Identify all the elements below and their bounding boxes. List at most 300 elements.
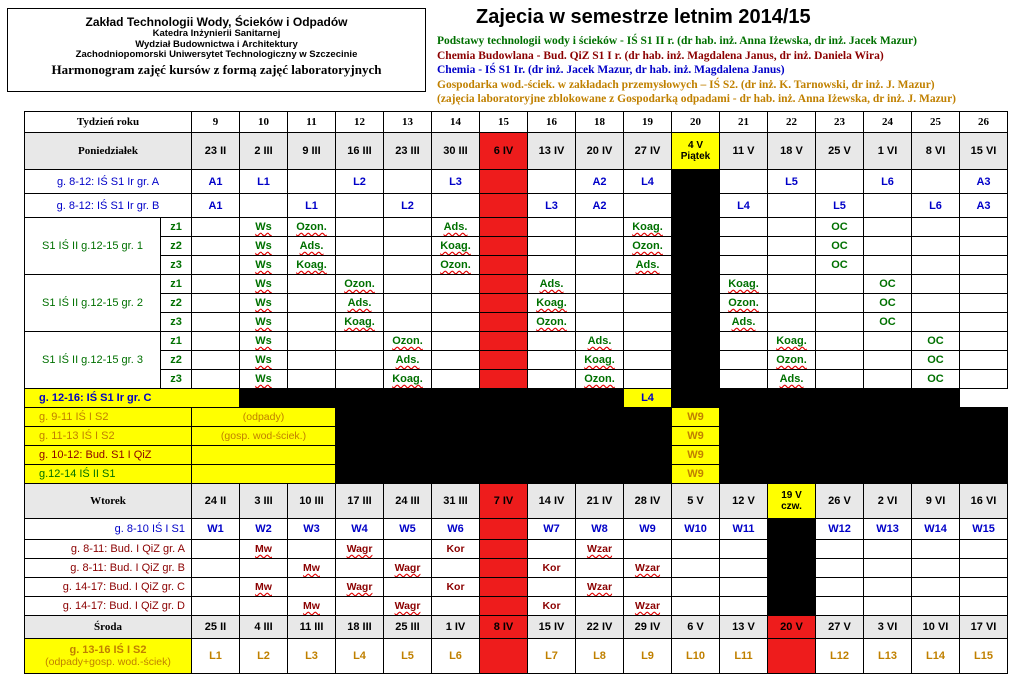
schedule-cell xyxy=(768,559,816,578)
schedule-cell xyxy=(288,519,336,540)
schedule-cell xyxy=(528,559,576,578)
week-number: 21 xyxy=(720,112,768,133)
schedule-cell xyxy=(240,578,288,597)
schedule-cell xyxy=(432,639,480,674)
schedule-cell xyxy=(384,578,432,597)
schedule-cell xyxy=(336,578,384,597)
class-entry: Ws xyxy=(255,278,272,290)
date-cell: 8 VI xyxy=(912,133,960,170)
schedule-cell xyxy=(528,275,576,294)
week-number: 16 xyxy=(528,112,576,133)
schedule-cell xyxy=(528,194,576,218)
schedule-cell xyxy=(576,218,624,237)
subgroup-label: z2 xyxy=(161,294,192,313)
schedule-cell xyxy=(240,256,288,275)
week-number: 13 xyxy=(384,112,432,133)
class-entry: L6 xyxy=(881,175,894,188)
class-entry: W14 xyxy=(924,523,947,535)
schedule-cell xyxy=(336,559,384,578)
schedule-cell xyxy=(384,351,432,370)
schedule-cell xyxy=(240,194,288,218)
schedule-cell xyxy=(480,597,528,616)
schedule-cell xyxy=(480,170,528,194)
schedule-cell xyxy=(192,237,240,256)
schedule-cell xyxy=(912,313,960,332)
schedule-cell xyxy=(480,578,528,597)
class-entry: Ozon. xyxy=(536,316,567,328)
schedule-cell xyxy=(528,332,576,351)
group-label xyxy=(25,639,192,674)
schedule-cell xyxy=(432,559,480,578)
schedule-cell xyxy=(768,256,816,275)
schedule-cell xyxy=(720,218,768,237)
blocked-cell xyxy=(336,427,672,446)
schedule-cell xyxy=(912,540,960,559)
date-cell: 28 IV xyxy=(624,484,672,519)
class-entry: L9 xyxy=(641,650,654,662)
schedule-cell xyxy=(960,313,1008,332)
schedule-cell xyxy=(528,313,576,332)
class-entry: W6 xyxy=(447,523,464,535)
week-number: 19 xyxy=(624,112,672,133)
schedule-cell xyxy=(240,540,288,559)
class-entry: Ozon. xyxy=(392,335,423,347)
class-entry: OC xyxy=(879,316,896,328)
schedule-cell xyxy=(288,332,336,351)
schedule-cell xyxy=(192,194,240,218)
date-cell: 26 V xyxy=(816,484,864,519)
schedule-cell xyxy=(384,237,432,256)
date-cell: 12 V xyxy=(720,484,768,519)
date-cell: 21 IV xyxy=(576,484,624,519)
class-entry: Wagr xyxy=(346,543,373,555)
schedule-cell xyxy=(672,294,720,313)
class-entry: W15 xyxy=(972,523,995,535)
date-cell: 3 III xyxy=(240,484,288,519)
schedule-cell xyxy=(240,597,288,616)
schedule-cell xyxy=(864,351,912,370)
class-entry: OC xyxy=(879,297,896,309)
schedule-cell xyxy=(384,540,432,559)
class-entry: Ozon. xyxy=(632,240,663,252)
schedule-cell xyxy=(912,194,960,218)
department-header-box xyxy=(7,8,426,92)
group-label: g. 8-10 IŚ I S1 xyxy=(25,519,192,540)
schedule-cell xyxy=(960,370,1008,389)
date-cell: 11 V xyxy=(720,133,768,170)
date-cell: 18 III xyxy=(336,616,384,639)
schedule-cell xyxy=(672,597,720,616)
class-entry: W8 xyxy=(591,523,608,535)
class-entry: Koag. xyxy=(440,240,471,252)
blocked-cell xyxy=(720,427,1008,446)
date-cell: 10 III xyxy=(288,484,336,519)
class-entry: Wzar xyxy=(634,562,661,574)
schedule-cell xyxy=(720,559,768,578)
schedule-cell xyxy=(480,256,528,275)
schedule-cell xyxy=(672,237,720,256)
schedule-cell xyxy=(864,332,912,351)
schedule-cell xyxy=(336,256,384,275)
class-entry: Ozon. xyxy=(296,221,327,233)
blocked-cell xyxy=(240,389,624,408)
schedule-cell xyxy=(768,237,816,256)
class-entry: Wzar xyxy=(634,600,661,612)
blocked-cell xyxy=(336,465,672,484)
class-entry: OC xyxy=(831,240,848,252)
schedule-cell xyxy=(192,597,240,616)
date-cell: 10 VI xyxy=(912,616,960,639)
schedule-cell xyxy=(624,332,672,351)
schedule-cell xyxy=(816,519,864,540)
schedule-cell xyxy=(816,578,864,597)
schedule-cell xyxy=(864,237,912,256)
class-entry: OC xyxy=(831,259,848,271)
course-info-line: Gospodarka wod.-ściek. w zakładach przemysłowych – IŚ S2. (dr inż. K. Tarnowski, dr inż. J. Mazur) xyxy=(437,79,935,91)
date-cell: 5 V xyxy=(672,484,720,519)
schedule-cell xyxy=(480,275,528,294)
schedule-cell xyxy=(960,559,1008,578)
schedule-cell xyxy=(816,370,864,389)
date-cell: 8 IV xyxy=(480,616,528,639)
schedule-cell xyxy=(912,578,960,597)
schedule-cell xyxy=(672,218,720,237)
schedule-cell xyxy=(576,275,624,294)
schedule-cell xyxy=(960,519,1008,540)
class-entry: A1 xyxy=(208,199,223,212)
schedule-cell xyxy=(960,237,1008,256)
schedule-cell xyxy=(288,170,336,194)
class-entry: Ozon. xyxy=(728,297,759,309)
schedule-cell xyxy=(768,218,816,237)
week-header-label: Tydzień roku xyxy=(25,112,192,133)
schedule-cell xyxy=(432,332,480,351)
schedule-cell xyxy=(336,351,384,370)
schedule-cell xyxy=(528,370,576,389)
schedule-cell xyxy=(288,351,336,370)
department-name: Zakład Technologii Wody, Ścieków i Odpadów xyxy=(85,15,348,29)
date-cell: 25 II xyxy=(192,616,240,639)
week-number: 14 xyxy=(432,112,480,133)
date-cell: 13 V xyxy=(720,616,768,639)
date-cell: 17 III xyxy=(336,484,384,519)
schedule-cell xyxy=(816,237,864,256)
schedule-cell xyxy=(240,332,288,351)
schedule-cell xyxy=(624,519,672,540)
schedule-cell xyxy=(720,275,768,294)
schedule-cell xyxy=(384,597,432,616)
week-number: 24 xyxy=(864,112,912,133)
schedule-cell xyxy=(384,256,432,275)
schedule-cell xyxy=(576,519,624,540)
schedule-cell xyxy=(336,313,384,332)
schedule-cell xyxy=(480,559,528,578)
schedule-cell xyxy=(288,578,336,597)
schedule-cell xyxy=(192,294,240,313)
course-info-line: (zajęcia laboratoryjne zblokowane z Gospodarką odpadami - dr hab. inż. Anna Iżewska, dr inż. J. Mazur) xyxy=(437,93,957,105)
schedule-cell xyxy=(528,237,576,256)
week-number: 23 xyxy=(816,112,864,133)
schedule-cell xyxy=(432,275,480,294)
schedule-cell xyxy=(864,256,912,275)
class-entry: Ads. xyxy=(299,240,324,252)
class-entry: A3 xyxy=(976,199,991,212)
schedule-cell xyxy=(912,332,960,351)
subgroup-label: z3 xyxy=(161,370,192,389)
schedule-cell xyxy=(480,218,528,237)
class-entry: Mw xyxy=(255,543,272,555)
schedule-cell xyxy=(672,313,720,332)
schedule-cell xyxy=(624,218,672,237)
week-number: 26 xyxy=(960,112,1008,133)
week-number: 25 xyxy=(912,112,960,133)
week-number: 20 xyxy=(672,112,720,133)
schedule-cell: L4 xyxy=(624,389,672,408)
class-entry: L11 xyxy=(734,650,753,662)
schedule-cell xyxy=(768,332,816,351)
schedule-cell xyxy=(240,519,288,540)
class-entry: W13 xyxy=(876,523,899,535)
class-entry: W7 xyxy=(543,523,560,535)
class-entry: L4 xyxy=(737,199,750,212)
schedule-cell xyxy=(240,370,288,389)
schedule-cell xyxy=(384,275,432,294)
schedule-cell xyxy=(288,540,336,559)
schedule-cell xyxy=(768,294,816,313)
class-entry: A1 xyxy=(208,175,223,188)
class-entry: Ads. xyxy=(635,259,660,271)
date-cell: 24 III xyxy=(384,484,432,519)
schedule-cell xyxy=(768,170,816,194)
schedule-cell xyxy=(912,639,960,674)
class-entry: Koag. xyxy=(344,316,375,328)
class-entry: Ads. xyxy=(779,373,804,385)
schedule-cell: W9 xyxy=(672,446,720,465)
schedule-cell xyxy=(624,597,672,616)
subgroup-label: z2 xyxy=(161,351,192,370)
subgroup-label: z1 xyxy=(161,332,192,351)
class-entry: Kor xyxy=(542,600,561,612)
schedule-cell xyxy=(384,370,432,389)
schedule-cell xyxy=(528,639,576,674)
schedule-cell xyxy=(576,237,624,256)
schedule-cell xyxy=(912,351,960,370)
date-cell: 9 VI xyxy=(912,484,960,519)
date-cell: 23 II xyxy=(192,133,240,170)
schedule-cell xyxy=(960,578,1008,597)
class-entry: OC xyxy=(927,335,944,347)
schedule-cell xyxy=(528,540,576,559)
schedule-cell xyxy=(288,256,336,275)
class-entry: Ws xyxy=(255,297,272,309)
class-entry: L2 xyxy=(401,199,414,212)
schedule-cell xyxy=(288,559,336,578)
schedule-cell xyxy=(288,218,336,237)
class-entry: L6 xyxy=(929,199,942,212)
schedule-cell xyxy=(624,275,672,294)
date-cell: 14 IV xyxy=(528,484,576,519)
schedule-cell xyxy=(912,370,960,389)
course-info-line: Chemia Budowlana - Bud. QiZ S1 I r. (dr hab. inż. Magdalena Janus, dr inż. Daniela Wira) xyxy=(437,50,884,62)
schedule-cell xyxy=(432,313,480,332)
schedule-cell xyxy=(816,332,864,351)
class-entry: L13 xyxy=(878,650,897,662)
schedule-cell xyxy=(240,351,288,370)
schedule-cell xyxy=(720,370,768,389)
lab-group-label: S1 IŚ II g.12-15 gr. 2 xyxy=(25,275,161,332)
schedule-cell xyxy=(624,351,672,370)
schedule-cell xyxy=(768,578,816,597)
class-entry: L2 xyxy=(353,175,366,188)
schedule-cell xyxy=(912,170,960,194)
schedule-cell xyxy=(864,597,912,616)
schedule-cell xyxy=(240,639,288,674)
class-entry: OC xyxy=(831,221,848,233)
page-title: Zajecia w semestrze letnim 2014/15 xyxy=(476,6,811,28)
date-cell: 31 III xyxy=(432,484,480,519)
schedule-cell xyxy=(960,170,1008,194)
schedule-cell xyxy=(864,578,912,597)
class-entry: Ads. xyxy=(347,297,372,309)
schedule-cell xyxy=(192,218,240,237)
class-entry: Koag. xyxy=(632,221,663,233)
schedule-cell xyxy=(576,332,624,351)
schedule-cell xyxy=(720,540,768,559)
week-number: 11 xyxy=(288,112,336,133)
class-entry: L6 xyxy=(449,650,462,662)
class-entry: L2 xyxy=(257,650,270,662)
class-entry: W1 xyxy=(207,523,224,535)
schedule-cell xyxy=(816,256,864,275)
blocked-cell xyxy=(336,408,672,427)
day-monday-label: Poniedziałek xyxy=(25,133,192,170)
schedule-cell xyxy=(288,237,336,256)
schedule-cell xyxy=(624,170,672,194)
schedule-cell xyxy=(432,218,480,237)
schedule-cell xyxy=(384,294,432,313)
class-entry: W5 xyxy=(399,523,416,535)
schedule-cell xyxy=(192,313,240,332)
schedule-cell xyxy=(672,332,720,351)
schedule-cell xyxy=(672,559,720,578)
schedule-cell xyxy=(816,597,864,616)
class-entry: L5 xyxy=(833,199,846,212)
class-entry: L12 xyxy=(830,650,849,662)
schedule-cell xyxy=(432,170,480,194)
schedule-cell xyxy=(384,519,432,540)
schedule-cell xyxy=(528,351,576,370)
class-entry: L5 xyxy=(401,650,414,662)
schedule-cell xyxy=(960,218,1008,237)
schedule-cell xyxy=(480,194,528,218)
schedule-cell xyxy=(864,559,912,578)
class-entry: L1 xyxy=(305,199,318,212)
date-cell: 6 V xyxy=(672,616,720,639)
extra-group-note xyxy=(192,446,336,465)
date-cell: 2 VI xyxy=(864,484,912,519)
class-entry: Koag. xyxy=(728,278,759,290)
schedule-cell xyxy=(864,194,912,218)
day-tuesday-label: Wtorek xyxy=(25,484,192,519)
date-cell: 27 V xyxy=(816,616,864,639)
blocked-cell xyxy=(720,465,1008,484)
schedule-cell xyxy=(576,559,624,578)
subgroup-label: z1 xyxy=(161,218,192,237)
schedule-cell xyxy=(192,540,240,559)
subgroup-label: z3 xyxy=(161,256,192,275)
schedule-cell xyxy=(480,519,528,540)
schedule-cell xyxy=(576,639,624,674)
schedule-cell xyxy=(432,370,480,389)
date-cell: 22 IV xyxy=(576,616,624,639)
schedule-cell xyxy=(528,597,576,616)
schedule-cell xyxy=(432,294,480,313)
course-info-line: Chemia - IŚ S1 Ir. (dr inż. Jacek Mazur, dr hab. inż. Magdalena Janus) xyxy=(437,64,785,76)
schedule-cell xyxy=(480,639,528,674)
extra-group-label: g. 9-11 IŚ I S2 xyxy=(25,408,192,427)
class-entry: L8 xyxy=(593,650,606,662)
class-entry: Ws xyxy=(255,354,272,366)
schedule-cell xyxy=(336,237,384,256)
class-entry: L1 xyxy=(257,175,270,188)
schedule-cell xyxy=(624,578,672,597)
date-cell: 16 VI xyxy=(960,484,1008,519)
schedule-cell xyxy=(336,218,384,237)
day-wednesday-label: Środa xyxy=(25,616,192,639)
schedule-cell xyxy=(240,218,288,237)
schedule-cell xyxy=(864,313,912,332)
date-cell: 3 VI xyxy=(864,616,912,639)
schedule-cell xyxy=(672,639,720,674)
schedule-cell xyxy=(672,540,720,559)
schedule-cell xyxy=(912,597,960,616)
date-cell: 27 IV xyxy=(624,133,672,170)
schedule-cell xyxy=(912,237,960,256)
faculty-name: Wydział Budownictwa i Architektury xyxy=(135,38,298,50)
schedule-cell xyxy=(192,370,240,389)
schedule-cell xyxy=(288,597,336,616)
date-cell: 1 IV xyxy=(432,616,480,639)
schedule-cell xyxy=(384,170,432,194)
schedule-cell xyxy=(672,275,720,294)
class-entry: W11 xyxy=(732,523,755,535)
schedule-cell xyxy=(768,370,816,389)
schedule-cell xyxy=(864,519,912,540)
schedule-cell xyxy=(672,256,720,275)
schedule-cell xyxy=(480,540,528,559)
schedule-cell xyxy=(288,294,336,313)
group-label: g. 14-17: Bud. I QiZ gr. D xyxy=(25,597,192,616)
date-cell: 6 IV xyxy=(480,133,528,170)
subgroup-label: z2 xyxy=(161,237,192,256)
date-cell: 18 V xyxy=(768,133,816,170)
schedule-cell xyxy=(672,170,720,194)
schedule-cell xyxy=(912,294,960,313)
schedule-cell xyxy=(960,194,1008,218)
date-cell: 7 IV xyxy=(480,484,528,519)
schedule-cell xyxy=(288,194,336,218)
schedule-cell xyxy=(960,540,1008,559)
class-entry: W4 xyxy=(351,523,368,535)
schedule-cell xyxy=(720,313,768,332)
schedule-cell xyxy=(384,313,432,332)
class-entry: OC xyxy=(879,278,896,290)
date-cell: 9 III xyxy=(288,133,336,170)
subgroup-label: z3 xyxy=(161,313,192,332)
group-label: g. 8-11: Bud. I QiZ gr. B xyxy=(25,559,192,578)
schedule-cell xyxy=(624,237,672,256)
schedule-cell xyxy=(432,519,480,540)
